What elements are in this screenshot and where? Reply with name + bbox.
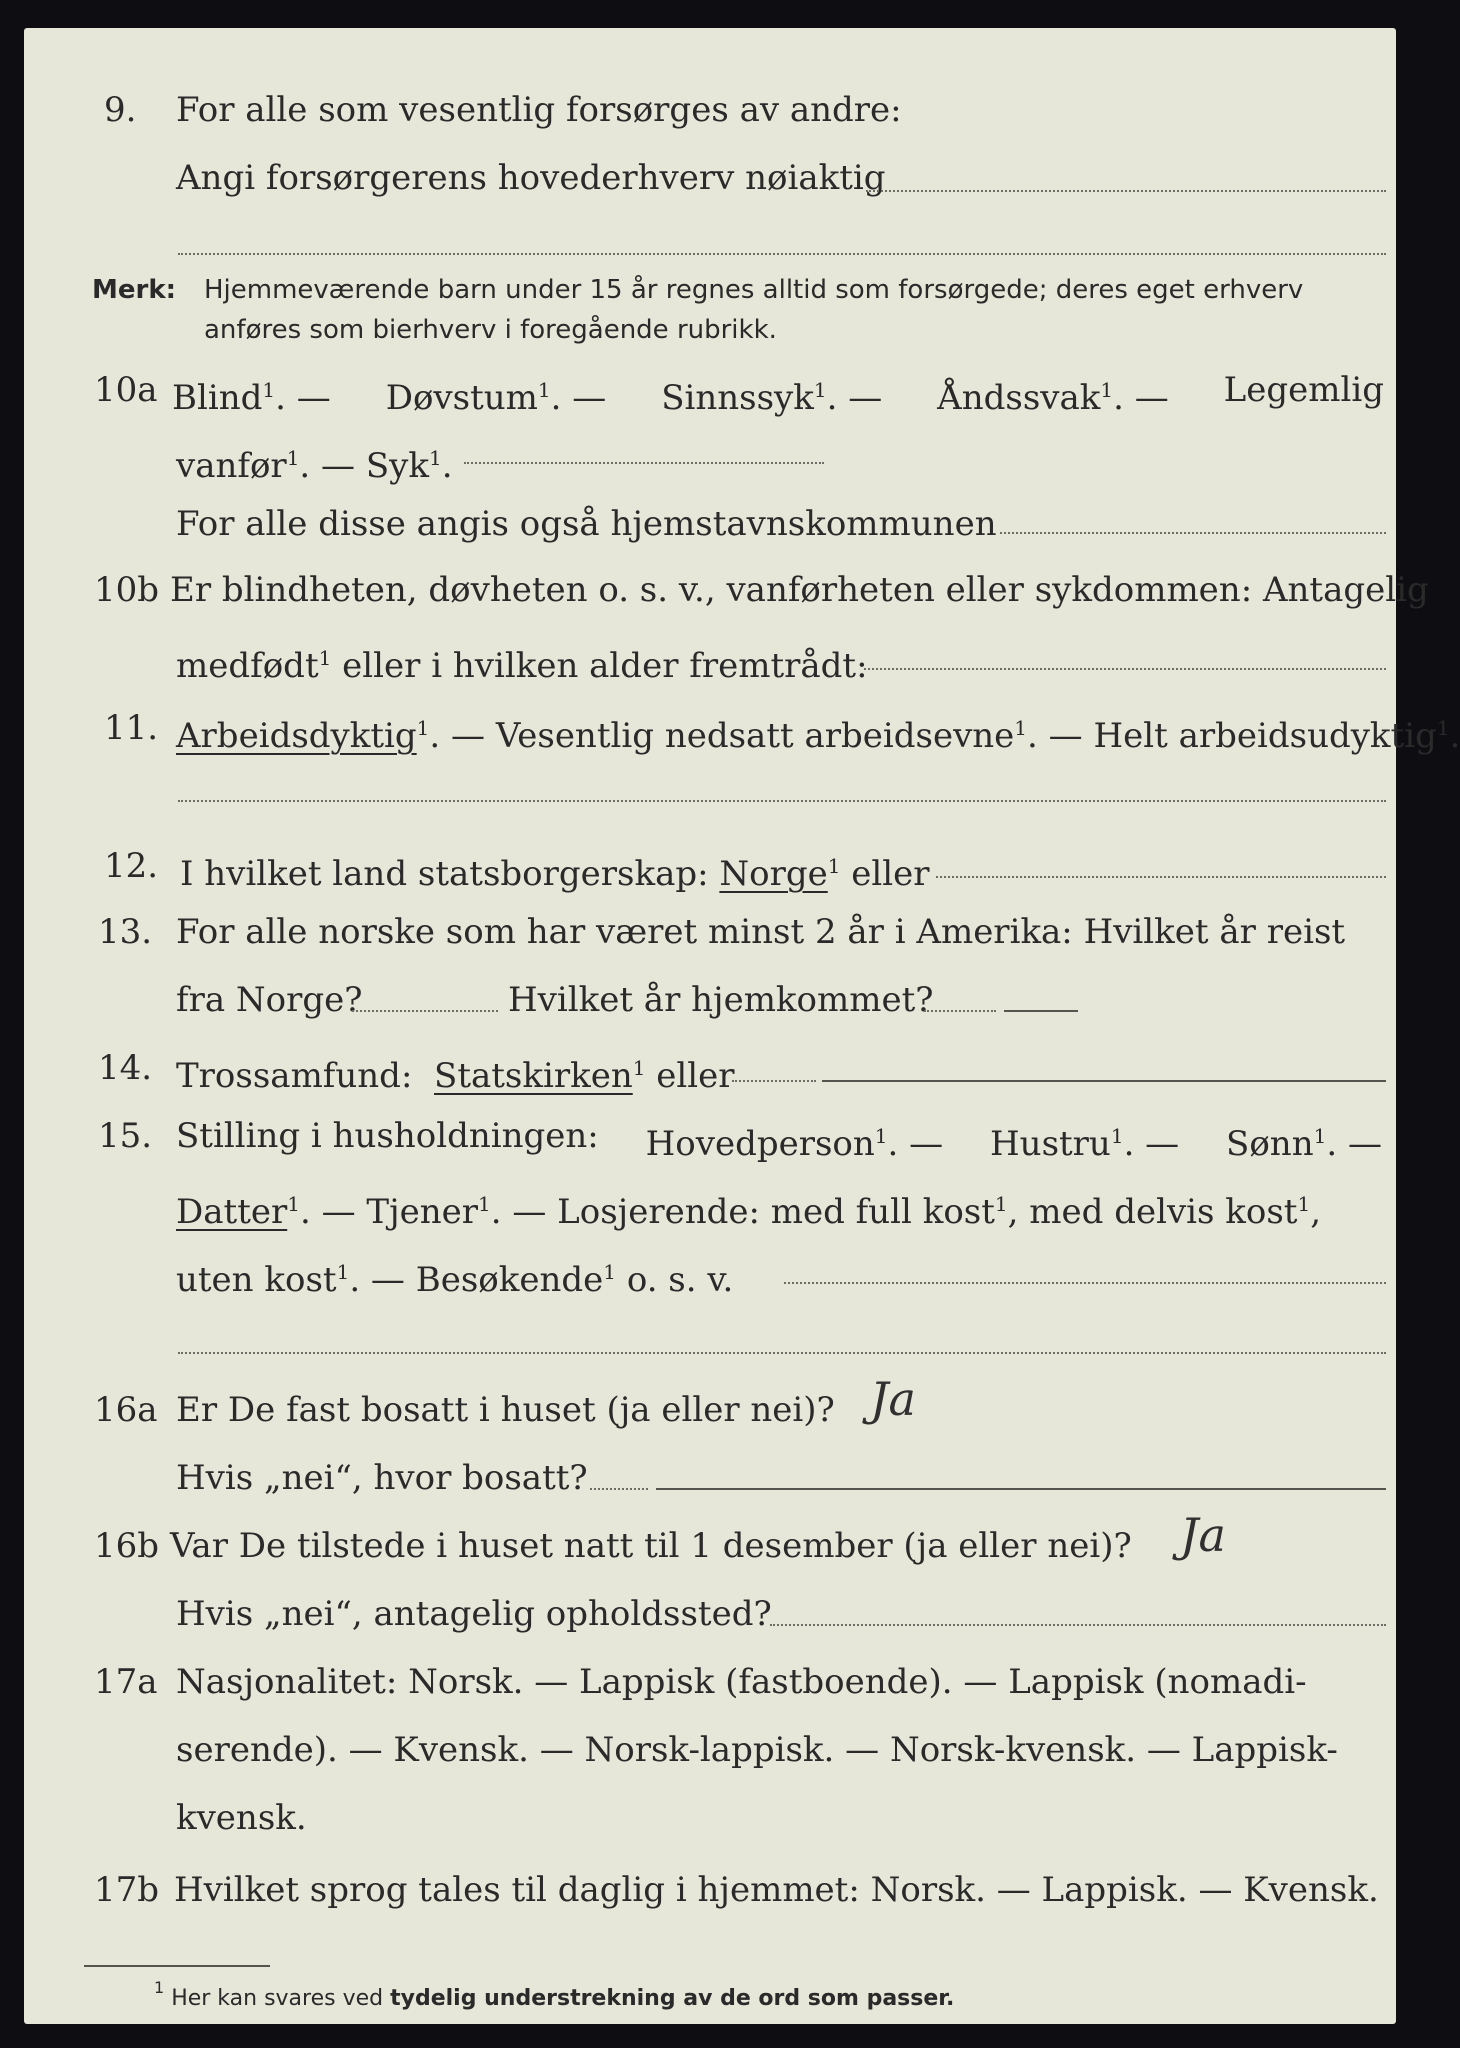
- q16b-number: 16b: [94, 1526, 160, 1566]
- q10b-number: 10b: [94, 570, 160, 610]
- q9-text: For alle som vesentlig forsørges av andre:: [176, 90, 902, 130]
- q14-label: Trossamfund:: [176, 1056, 413, 1096]
- opt-arbeidsdyktig[interactable]: Arbeidsdyktig: [176, 716, 417, 756]
- q13-number: 13.: [98, 912, 153, 952]
- q14-text: [176, 1046, 735, 1098]
- sep: . —: [275, 378, 331, 418]
- opt-full-kost[interactable]: . — Losjerende: med full kost: [490, 1192, 995, 1232]
- sup: 1: [1014, 716, 1028, 740]
- q10a-options: [172, 368, 1384, 420]
- sup: 1: [1100, 378, 1114, 402]
- q13-text: For alle norske som har været minst 2 år i Amerika: Hvilket år reist: [176, 912, 1346, 952]
- opt-vanfor[interactable]: vanfør: [176, 446, 287, 486]
- opt-sonn[interactable]: Sønn: [1226, 1124, 1314, 1164]
- q10a-number: 10a: [94, 370, 158, 410]
- q12-text: [180, 844, 930, 896]
- opt-norge[interactable]: Norge: [719, 854, 828, 894]
- footnote: [154, 1978, 954, 2011]
- q16a-answer-line[interactable]: [590, 1488, 648, 1490]
- q10b-answer-line[interactable]: [864, 668, 1386, 670]
- sep: . —: [1123, 1124, 1180, 1164]
- q13-hjem-line-2: [1004, 1010, 1078, 1012]
- opt-dovstum[interactable]: Døvstum: [385, 378, 538, 418]
- sup: 1: [1297, 1192, 1311, 1216]
- sup: 1: [827, 854, 841, 878]
- q15-line2-text: [176, 1182, 1321, 1234]
- opt-medfodt[interactable]: medfødt: [176, 646, 319, 686]
- q12-answer-line[interactable]: [936, 876, 1386, 878]
- opt-sinnssyk[interactable]: Sinnssyk: [661, 378, 814, 418]
- q15-number: 15.: [98, 1116, 153, 1156]
- footnote-rule: [84, 1965, 270, 1967]
- merk-label: Merk:: [92, 275, 177, 305]
- sup: 1: [994, 1192, 1008, 1216]
- q11-text: [176, 706, 1460, 758]
- q12-label: I hvilket land statsborgerskap:: [180, 854, 709, 894]
- sup: 1: [537, 378, 551, 402]
- sup: 1: [416, 716, 430, 740]
- sep: . —: [887, 1124, 944, 1164]
- merk-line2: anføres som bierhverv i foregående rubrikk.: [204, 315, 777, 345]
- opt-statskirken[interactable]: Statskirken: [434, 1056, 633, 1096]
- opt-hovedperson[interactable]: Hovedperson: [645, 1124, 875, 1164]
- q10b-text: Er blindheten, døvheten o. s. v., vanførheten eller sykdommen: Antagelig: [170, 570, 1429, 610]
- opt-datter[interactable]: Datter: [176, 1192, 288, 1232]
- q17b-number: 17b: [94, 1870, 160, 1910]
- sep: . —: [826, 378, 883, 418]
- sup: 1: [318, 646, 332, 670]
- opt-andssvak[interactable]: Åndssvak: [937, 378, 1101, 418]
- q14-answer-line-2: [822, 1080, 1386, 1082]
- sep: . —: [1113, 378, 1169, 418]
- opt-tjener[interactable]: . — Tjener: [299, 1192, 479, 1232]
- q9-answer-line[interactable]: [866, 190, 1386, 192]
- q16a-text: Er De fast bosatt i huset (ja eller nei)?: [176, 1390, 835, 1430]
- sup: 1: [874, 1124, 888, 1148]
- q14-answer-line[interactable]: [732, 1080, 816, 1082]
- footnote-text-b: tydelig understrekning av de ord som passer.: [390, 1986, 955, 2011]
- q16a-handwritten-answer[interactable]: Ja: [870, 1372, 916, 1426]
- osv: o. s. v.: [616, 1260, 734, 1300]
- q14-eller: eller: [645, 1056, 735, 1096]
- sup: 1: [262, 378, 276, 402]
- q11-number: 11.: [104, 708, 159, 748]
- footnote-text-a: Her kan svares ved: [171, 1986, 391, 2011]
- sup: 1: [286, 446, 300, 470]
- sup: 1: [336, 1260, 350, 1284]
- q10a-text-3: For alle disse angis også hjemstavnskommunen: [176, 504, 997, 544]
- merk-note: [92, 270, 176, 310]
- sup: 1: [632, 1056, 646, 1080]
- q15-answer-line-2[interactable]: [178, 1352, 1386, 1354]
- q13-reist: fra Norge?: [176, 980, 363, 1020]
- sup: 1: [478, 1192, 491, 1216]
- sep: . —: [1326, 1124, 1382, 1164]
- opt-uten-kost[interactable]: uten kost: [176, 1260, 337, 1300]
- opt-udyktig[interactable]: . — Helt arbeidsudyktig: [1027, 716, 1437, 756]
- period: .: [1449, 716, 1460, 756]
- q10a-answer-line[interactable]: [464, 462, 824, 464]
- merk-line1: Hjemmeværende barn under 15 år regnes alltid som forsørgede; deres eget erhverv: [204, 275, 1304, 305]
- q9-answer-line-2[interactable]: [178, 253, 1386, 255]
- q17a-text-3: kvensk.: [176, 1798, 307, 1838]
- q10a-line2-text: [176, 436, 453, 488]
- opt-blind[interactable]: Blind: [172, 378, 263, 418]
- footnote-mark: 1: [154, 1978, 165, 1997]
- opt-syk[interactable]: . — Syk: [299, 446, 429, 486]
- q17a-text-2: serende). — Kvensk. — Norsk-lappisk. — Norsk-kvensk. — Lappisk-: [176, 1730, 1338, 1770]
- sup: 1: [813, 378, 827, 402]
- q9-number: 9.: [104, 90, 137, 130]
- opt-hustru[interactable]: Hustru: [990, 1124, 1111, 1164]
- q12-number: 12.: [104, 846, 159, 886]
- sup: 1: [1313, 1124, 1327, 1148]
- opt-nedsatt[interactable]: . — Vesentlig nedsatt arbeidsevne: [429, 716, 1015, 756]
- period: .: [441, 446, 453, 486]
- q13-reist-line[interactable]: [352, 1010, 498, 1012]
- q10b-alder: eller i hvilken alder fremtrådt:: [331, 646, 868, 686]
- q13-hjem-line[interactable]: [924, 1010, 996, 1012]
- q16b-text: Var De tilstede i huset natt til 1 desember (ja eller nei)?: [170, 1526, 1132, 1566]
- q15-line3-text: [176, 1250, 733, 1302]
- q17a-number: 17a: [94, 1662, 158, 1702]
- q10b-line2-text: [176, 636, 868, 688]
- q17b-text: Hvilket sprog tales til daglig i hjemmet: Norsk. — Lappisk. — Kvensk.: [174, 1870, 1379, 1910]
- q15-answer-line[interactable]: [784, 1282, 1386, 1284]
- sup: 1: [603, 1260, 617, 1284]
- q15-label: Stilling i husholdningen:: [176, 1116, 599, 1156]
- q16b-text-2: Hvis „nei“, antagelig opholdssted?: [176, 1594, 772, 1634]
- q15-options: [176, 1114, 1382, 1166]
- q14-number: 14.: [98, 1048, 153, 1088]
- q11-answer-line[interactable]: [178, 800, 1386, 802]
- q16b-answer-line[interactable]: [770, 1624, 1386, 1626]
- form-page: [24, 28, 1460, 2024]
- q16b-handwritten-answer[interactable]: Ja: [1180, 1508, 1226, 1562]
- opt-legemlig[interactable]: Legemlig: [1223, 370, 1384, 410]
- q17a-text: Nasjonalitet: Norsk. — Lappisk (fastboende). — Lappisk (nomadi-: [176, 1662, 1307, 1702]
- q16a-number: 16a: [94, 1390, 158, 1430]
- sup: 1: [287, 1192, 300, 1216]
- opt-delvis-kost[interactable]: , med delvis kost: [1007, 1192, 1298, 1232]
- q16a-text-2: Hvis „nei“, hvor bosatt?: [176, 1458, 588, 1498]
- sup: 1: [1110, 1124, 1124, 1148]
- q12-eller: eller: [840, 854, 930, 894]
- sup: 1: [1436, 716, 1450, 740]
- q10a-kommune-line[interactable]: [1000, 532, 1386, 534]
- opt-besokende[interactable]: . — Besøkende: [349, 1260, 604, 1300]
- sep: . —: [550, 378, 607, 418]
- sup: 1: [428, 446, 442, 470]
- comma: ,: [1310, 1192, 1322, 1232]
- q13-hjemkommet: Hvilket år hjemkommet?: [508, 980, 934, 1020]
- q16a-answer-line-2: [656, 1488, 1386, 1490]
- q9-text-2: Angi forsørgerens hovederhverv nøiaktig: [176, 158, 886, 198]
